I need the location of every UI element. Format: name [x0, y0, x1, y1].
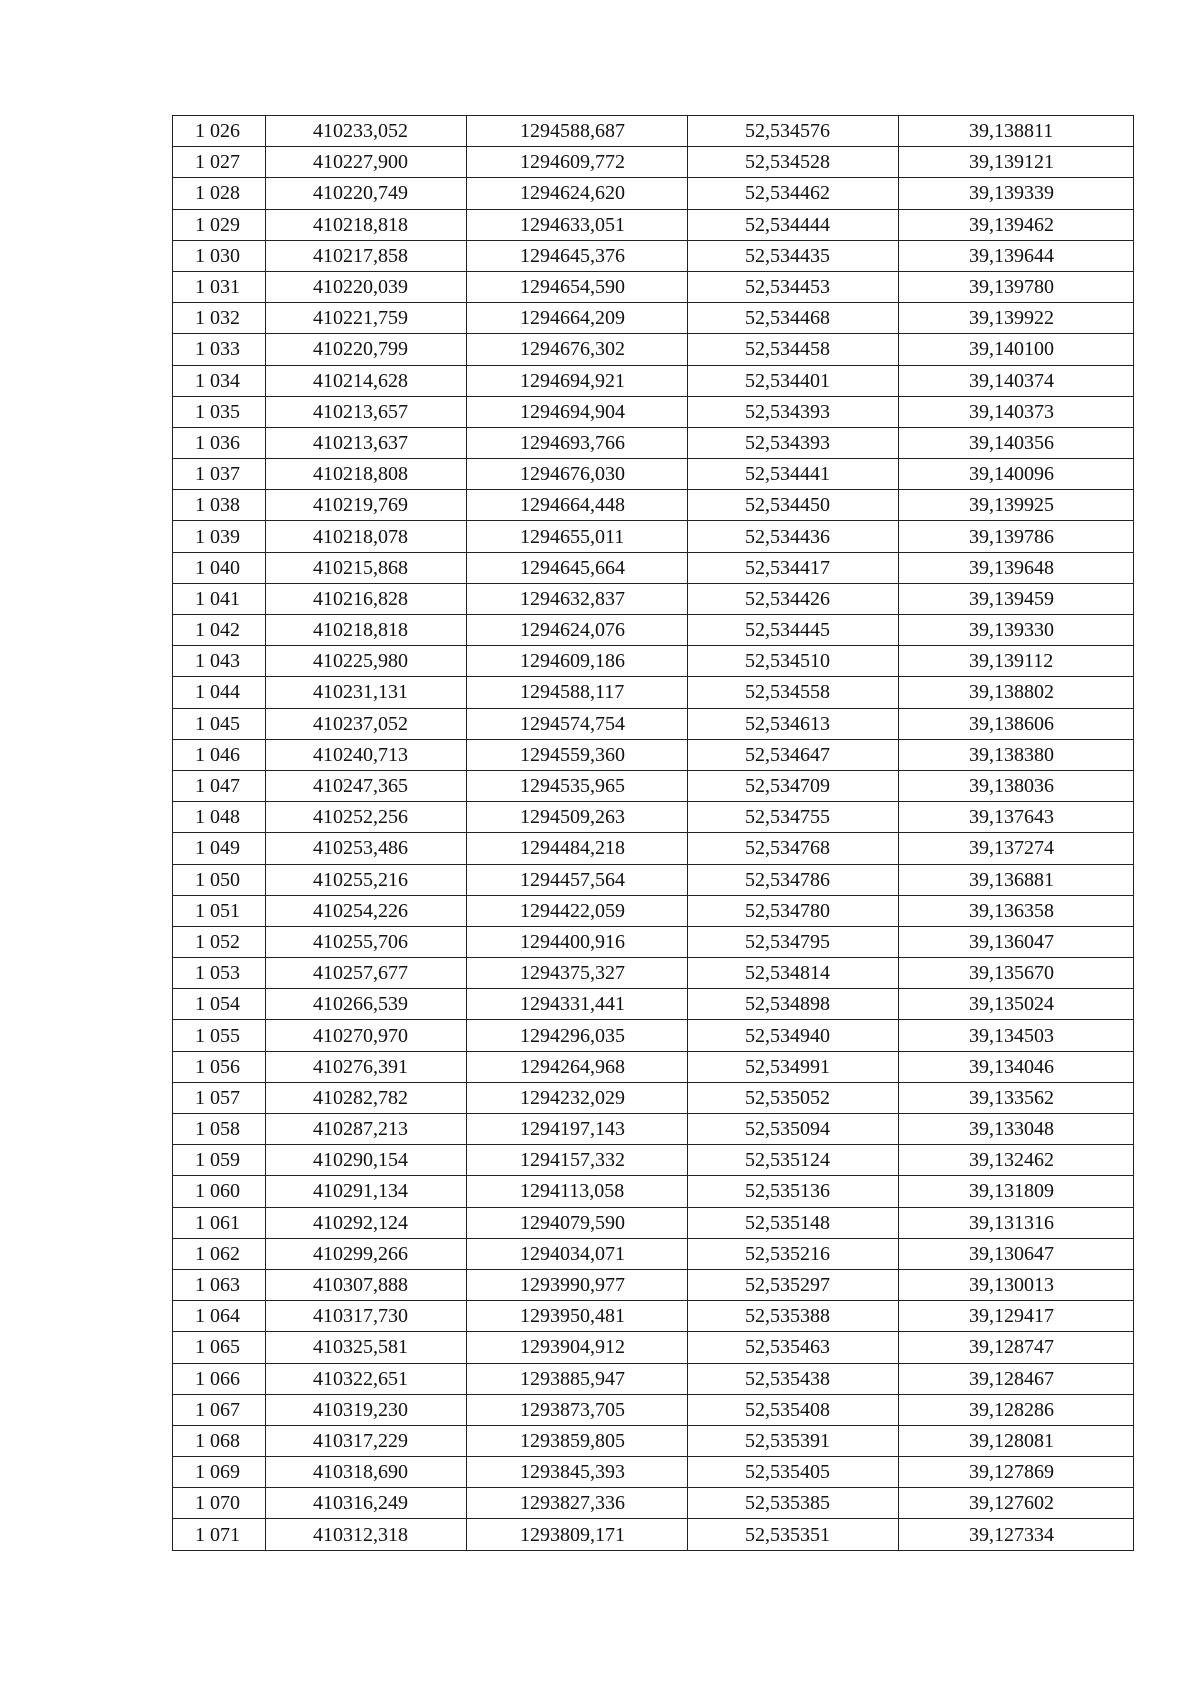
y-coordinate-cell: 1294559,360 — [467, 739, 688, 770]
point-number-cell: 1 045 — [173, 708, 266, 739]
y-coordinate-cell: 1294535,965 — [467, 770, 688, 801]
table-row — [173, 739, 1134, 770]
longitude-cell: 39,135024 — [899, 989, 1134, 1020]
point-number-cell: 1 031 — [173, 271, 266, 302]
longitude-cell: 39,138380 — [899, 739, 1134, 770]
table-row — [173, 895, 1134, 926]
x-coordinate-cell: 410227,900 — [266, 147, 467, 178]
x-coordinate-cell: 410287,213 — [266, 1114, 467, 1145]
point-number-cell: 1 034 — [173, 365, 266, 396]
y-coordinate-cell: 1294609,772 — [467, 147, 688, 178]
table-row — [173, 770, 1134, 801]
point-number-cell: 1 037 — [173, 459, 266, 490]
y-coordinate-cell: 1294422,059 — [467, 895, 688, 926]
latitude-cell: 52,534613 — [688, 708, 899, 739]
longitude-cell: 39,130013 — [899, 1269, 1134, 1300]
table-row — [173, 802, 1134, 833]
longitude-cell: 39,138811 — [899, 116, 1134, 147]
point-number-cell: 1 039 — [173, 521, 266, 552]
table-row — [173, 209, 1134, 240]
table-row — [173, 459, 1134, 490]
point-number-cell: 1 052 — [173, 926, 266, 957]
table-row — [173, 1394, 1134, 1425]
x-coordinate-cell: 410255,216 — [266, 864, 467, 895]
table-row — [173, 1238, 1134, 1269]
point-number-cell: 1 048 — [173, 802, 266, 833]
x-coordinate-cell: 410214,628 — [266, 365, 467, 396]
x-coordinate-cell: 410213,637 — [266, 427, 467, 458]
x-coordinate-cell: 410218,078 — [266, 521, 467, 552]
longitude-cell: 39,140356 — [899, 427, 1134, 458]
latitude-cell: 52,534755 — [688, 802, 899, 833]
x-coordinate-cell: 410307,888 — [266, 1269, 467, 1300]
x-coordinate-cell: 410316,249 — [266, 1488, 467, 1519]
x-coordinate-cell: 410317,229 — [266, 1425, 467, 1456]
longitude-cell: 39,139330 — [899, 615, 1134, 646]
latitude-cell: 52,534528 — [688, 147, 899, 178]
longitude-cell: 39,139922 — [899, 303, 1134, 334]
x-coordinate-cell: 410317,730 — [266, 1301, 467, 1332]
latitude-cell: 52,535385 — [688, 1488, 899, 1519]
point-number-cell: 1 050 — [173, 864, 266, 895]
latitude-cell: 52,534814 — [688, 958, 899, 989]
point-number-cell: 1 053 — [173, 958, 266, 989]
latitude-cell: 52,534462 — [688, 178, 899, 209]
table-row — [173, 490, 1134, 521]
table-row — [173, 989, 1134, 1020]
x-coordinate-cell: 410215,868 — [266, 552, 467, 583]
latitude-cell: 52,534393 — [688, 396, 899, 427]
point-number-cell: 1 043 — [173, 646, 266, 677]
point-number-cell: 1 067 — [173, 1394, 266, 1425]
point-number-cell: 1 027 — [173, 147, 266, 178]
point-number-cell: 1 057 — [173, 1082, 266, 1113]
longitude-cell: 39,137643 — [899, 802, 1134, 833]
longitude-cell: 39,140374 — [899, 365, 1134, 396]
x-coordinate-cell: 410253,486 — [266, 833, 467, 864]
table-row — [173, 521, 1134, 552]
latitude-cell: 52,534468 — [688, 303, 899, 334]
longitude-cell: 39,133562 — [899, 1082, 1134, 1113]
y-coordinate-cell: 1294632,837 — [467, 583, 688, 614]
x-coordinate-cell: 410318,690 — [266, 1457, 467, 1488]
longitude-cell: 39,134503 — [899, 1020, 1134, 1051]
point-number-cell: 1 054 — [173, 989, 266, 1020]
y-coordinate-cell: 1294509,263 — [467, 802, 688, 833]
longitude-cell: 39,140373 — [899, 396, 1134, 427]
point-number-cell: 1 044 — [173, 677, 266, 708]
longitude-cell: 39,133048 — [899, 1114, 1134, 1145]
longitude-cell: 39,129417 — [899, 1301, 1134, 1332]
latitude-cell: 52,534393 — [688, 427, 899, 458]
latitude-cell: 52,534576 — [688, 116, 899, 147]
longitude-cell: 39,139644 — [899, 240, 1134, 271]
y-coordinate-cell: 1294400,916 — [467, 926, 688, 957]
x-coordinate-cell: 410276,391 — [266, 1051, 467, 1082]
point-number-cell: 1 068 — [173, 1425, 266, 1456]
latitude-cell: 52,535388 — [688, 1301, 899, 1332]
point-number-cell: 1 055 — [173, 1020, 266, 1051]
table-row — [173, 1020, 1134, 1051]
point-number-cell: 1 032 — [173, 303, 266, 334]
latitude-cell: 52,534426 — [688, 583, 899, 614]
table-row — [173, 708, 1134, 739]
latitude-cell: 52,534709 — [688, 770, 899, 801]
y-coordinate-cell: 1294331,441 — [467, 989, 688, 1020]
longitude-cell: 39,139121 — [899, 147, 1134, 178]
table-row — [173, 615, 1134, 646]
longitude-cell: 39,137274 — [899, 833, 1134, 864]
x-coordinate-cell: 410218,808 — [266, 459, 467, 490]
y-coordinate-cell: 1294633,051 — [467, 209, 688, 240]
x-coordinate-cell: 410257,677 — [266, 958, 467, 989]
longitude-cell: 39,139112 — [899, 646, 1134, 677]
x-coordinate-cell: 410266,539 — [266, 989, 467, 1020]
latitude-cell: 52,534453 — [688, 271, 899, 302]
y-coordinate-cell: 1294197,143 — [467, 1114, 688, 1145]
table-row — [173, 1363, 1134, 1394]
latitude-cell: 52,535094 — [688, 1114, 899, 1145]
longitude-cell: 39,127334 — [899, 1519, 1134, 1550]
x-coordinate-cell: 410221,759 — [266, 303, 467, 334]
y-coordinate-cell: 1293859,805 — [467, 1425, 688, 1456]
y-coordinate-cell: 1293873,705 — [467, 1394, 688, 1425]
latitude-cell: 52,534458 — [688, 334, 899, 365]
y-coordinate-cell: 1294157,332 — [467, 1145, 688, 1176]
latitude-cell: 52,534435 — [688, 240, 899, 271]
latitude-cell: 52,534445 — [688, 615, 899, 646]
table-row — [173, 116, 1134, 147]
longitude-cell: 39,139462 — [899, 209, 1134, 240]
y-coordinate-cell: 1293809,171 — [467, 1519, 688, 1550]
latitude-cell: 52,535463 — [688, 1332, 899, 1363]
longitude-cell: 39,136881 — [899, 864, 1134, 895]
x-coordinate-cell: 410231,131 — [266, 677, 467, 708]
longitude-cell: 39,130647 — [899, 1238, 1134, 1269]
x-coordinate-cell: 410218,818 — [266, 209, 467, 240]
point-number-cell: 1 056 — [173, 1051, 266, 1082]
table-row — [173, 552, 1134, 583]
point-number-cell: 1 035 — [173, 396, 266, 427]
latitude-cell: 52,535391 — [688, 1425, 899, 1456]
table-row — [173, 1082, 1134, 1113]
latitude-cell: 52,535408 — [688, 1394, 899, 1425]
latitude-cell: 52,534417 — [688, 552, 899, 583]
longitude-cell: 39,139925 — [899, 490, 1134, 521]
y-coordinate-cell: 1294296,035 — [467, 1020, 688, 1051]
longitude-cell: 39,140096 — [899, 459, 1134, 490]
table-row — [173, 1519, 1134, 1550]
x-coordinate-cell: 410220,749 — [266, 178, 467, 209]
longitude-cell: 39,138036 — [899, 770, 1134, 801]
x-coordinate-cell: 410322,651 — [266, 1363, 467, 1394]
x-coordinate-cell: 410299,266 — [266, 1238, 467, 1269]
table-row — [173, 1145, 1134, 1176]
y-coordinate-cell: 1293904,912 — [467, 1332, 688, 1363]
table-row — [173, 958, 1134, 989]
y-coordinate-cell: 1294588,117 — [467, 677, 688, 708]
point-number-cell: 1 049 — [173, 833, 266, 864]
y-coordinate-cell: 1294693,766 — [467, 427, 688, 458]
table-row — [173, 1457, 1134, 1488]
x-coordinate-cell: 410220,799 — [266, 334, 467, 365]
latitude-cell: 52,535124 — [688, 1145, 899, 1176]
longitude-cell: 39,128747 — [899, 1332, 1134, 1363]
y-coordinate-cell: 1294588,687 — [467, 116, 688, 147]
longitude-cell: 39,132462 — [899, 1145, 1134, 1176]
latitude-cell: 52,535216 — [688, 1238, 899, 1269]
point-number-cell: 1 038 — [173, 490, 266, 521]
y-coordinate-cell: 1294645,376 — [467, 240, 688, 271]
point-number-cell: 1 030 — [173, 240, 266, 271]
table-row — [173, 178, 1134, 209]
y-coordinate-cell: 1294484,218 — [467, 833, 688, 864]
table-row — [173, 1332, 1134, 1363]
coordinates-sheet — [172, 115, 1134, 1551]
point-number-cell: 1 026 — [173, 116, 266, 147]
point-number-cell: 1 066 — [173, 1363, 266, 1394]
x-coordinate-cell: 410218,818 — [266, 615, 467, 646]
point-number-cell: 1 036 — [173, 427, 266, 458]
x-coordinate-cell: 410319,230 — [266, 1394, 467, 1425]
longitude-cell: 39,128467 — [899, 1363, 1134, 1394]
latitude-cell: 52,534450 — [688, 490, 899, 521]
latitude-cell: 52,534647 — [688, 739, 899, 770]
x-coordinate-cell: 410216,828 — [266, 583, 467, 614]
latitude-cell: 52,534401 — [688, 365, 899, 396]
table-row — [173, 1269, 1134, 1300]
table-row — [173, 1114, 1134, 1145]
point-number-cell: 1 062 — [173, 1238, 266, 1269]
longitude-cell: 39,136358 — [899, 895, 1134, 926]
y-coordinate-cell: 1294624,076 — [467, 615, 688, 646]
x-coordinate-cell: 410312,318 — [266, 1519, 467, 1550]
longitude-cell: 39,139459 — [899, 583, 1134, 614]
point-number-cell: 1 047 — [173, 770, 266, 801]
latitude-cell: 52,534444 — [688, 209, 899, 240]
y-coordinate-cell: 1294375,327 — [467, 958, 688, 989]
x-coordinate-cell: 410292,124 — [266, 1207, 467, 1238]
y-coordinate-cell: 1294654,590 — [467, 271, 688, 302]
y-coordinate-cell: 1294676,302 — [467, 334, 688, 365]
y-coordinate-cell: 1293885,947 — [467, 1363, 688, 1394]
latitude-cell: 52,534786 — [688, 864, 899, 895]
x-coordinate-cell: 410325,581 — [266, 1332, 467, 1363]
table-row — [173, 646, 1134, 677]
table-row — [173, 303, 1134, 334]
longitude-cell: 39,131316 — [899, 1207, 1134, 1238]
latitude-cell: 52,535136 — [688, 1176, 899, 1207]
x-coordinate-cell: 410247,365 — [266, 770, 467, 801]
point-number-cell: 1 029 — [173, 209, 266, 240]
point-number-cell: 1 046 — [173, 739, 266, 770]
y-coordinate-cell: 1294232,029 — [467, 1082, 688, 1113]
longitude-cell: 39,139780 — [899, 271, 1134, 302]
longitude-cell: 39,128286 — [899, 1394, 1134, 1425]
latitude-cell: 52,534436 — [688, 521, 899, 552]
table-row — [173, 147, 1134, 178]
x-coordinate-cell: 410233,052 — [266, 116, 467, 147]
table-row — [173, 1176, 1134, 1207]
latitude-cell: 52,534441 — [688, 459, 899, 490]
y-coordinate-cell: 1294079,590 — [467, 1207, 688, 1238]
x-coordinate-cell: 410237,052 — [266, 708, 467, 739]
x-coordinate-cell: 410252,256 — [266, 802, 467, 833]
longitude-cell: 39,140100 — [899, 334, 1134, 365]
table-row — [173, 271, 1134, 302]
x-coordinate-cell: 410225,980 — [266, 646, 467, 677]
x-coordinate-cell: 410217,858 — [266, 240, 467, 271]
latitude-cell: 52,534768 — [688, 833, 899, 864]
latitude-cell: 52,535148 — [688, 1207, 899, 1238]
table-row — [173, 677, 1134, 708]
y-coordinate-cell: 1293990,977 — [467, 1269, 688, 1300]
longitude-cell: 39,127602 — [899, 1488, 1134, 1519]
y-coordinate-cell: 1294655,011 — [467, 521, 688, 552]
latitude-cell: 52,534510 — [688, 646, 899, 677]
x-coordinate-cell: 410282,782 — [266, 1082, 467, 1113]
latitude-cell: 52,534795 — [688, 926, 899, 957]
table-row — [173, 1425, 1134, 1456]
point-number-cell: 1 069 — [173, 1457, 266, 1488]
y-coordinate-cell: 1294609,186 — [467, 646, 688, 677]
x-coordinate-cell: 410255,706 — [266, 926, 467, 957]
y-coordinate-cell: 1293827,336 — [467, 1488, 688, 1519]
table-row — [173, 365, 1134, 396]
longitude-cell: 39,138606 — [899, 708, 1134, 739]
table-row — [173, 926, 1134, 957]
longitude-cell: 39,135670 — [899, 958, 1134, 989]
y-coordinate-cell: 1294624,620 — [467, 178, 688, 209]
table-row — [173, 334, 1134, 365]
table-row — [173, 427, 1134, 458]
latitude-cell: 52,534558 — [688, 677, 899, 708]
y-coordinate-cell: 1294113,058 — [467, 1176, 688, 1207]
table-row — [173, 1207, 1134, 1238]
y-coordinate-cell: 1294694,921 — [467, 365, 688, 396]
x-coordinate-cell: 410220,039 — [266, 271, 467, 302]
point-number-cell: 1 071 — [173, 1519, 266, 1550]
x-coordinate-cell: 410219,769 — [266, 490, 467, 521]
y-coordinate-cell: 1294574,754 — [467, 708, 688, 739]
y-coordinate-cell: 1294664,209 — [467, 303, 688, 334]
latitude-cell: 52,535438 — [688, 1363, 899, 1394]
table-row — [173, 833, 1134, 864]
y-coordinate-cell: 1294645,664 — [467, 552, 688, 583]
coordinates-table-body — [173, 116, 1134, 1551]
table-row — [173, 864, 1134, 895]
point-number-cell: 1 064 — [173, 1301, 266, 1332]
latitude-cell: 52,535351 — [688, 1519, 899, 1550]
latitude-cell: 52,534898 — [688, 989, 899, 1020]
table-row — [173, 396, 1134, 427]
point-number-cell: 1 059 — [173, 1145, 266, 1176]
x-coordinate-cell: 410290,154 — [266, 1145, 467, 1176]
x-coordinate-cell: 410254,226 — [266, 895, 467, 926]
longitude-cell: 39,139648 — [899, 552, 1134, 583]
longitude-cell: 39,136047 — [899, 926, 1134, 957]
longitude-cell: 39,127869 — [899, 1457, 1134, 1488]
y-coordinate-cell: 1294694,904 — [467, 396, 688, 427]
longitude-cell: 39,131809 — [899, 1176, 1134, 1207]
latitude-cell: 52,534780 — [688, 895, 899, 926]
latitude-cell: 52,534940 — [688, 1020, 899, 1051]
latitude-cell: 52,535405 — [688, 1457, 899, 1488]
longitude-cell: 39,139786 — [899, 521, 1134, 552]
x-coordinate-cell: 410213,657 — [266, 396, 467, 427]
point-number-cell: 1 028 — [173, 178, 266, 209]
point-number-cell: 1 061 — [173, 1207, 266, 1238]
longitude-cell: 39,134046 — [899, 1051, 1134, 1082]
table-row — [173, 583, 1134, 614]
y-coordinate-cell: 1293950,481 — [467, 1301, 688, 1332]
point-number-cell: 1 033 — [173, 334, 266, 365]
longitude-cell: 39,138802 — [899, 677, 1134, 708]
longitude-cell: 39,128081 — [899, 1425, 1134, 1456]
point-number-cell: 1 063 — [173, 1269, 266, 1300]
point-number-cell: 1 051 — [173, 895, 266, 926]
y-coordinate-cell: 1294676,030 — [467, 459, 688, 490]
point-number-cell: 1 041 — [173, 583, 266, 614]
y-coordinate-cell: 1294664,448 — [467, 490, 688, 521]
x-coordinate-cell: 410291,134 — [266, 1176, 467, 1207]
point-number-cell: 1 070 — [173, 1488, 266, 1519]
point-number-cell: 1 058 — [173, 1114, 266, 1145]
latitude-cell: 52,535297 — [688, 1269, 899, 1300]
point-number-cell: 1 060 — [173, 1176, 266, 1207]
y-coordinate-cell: 1294264,968 — [467, 1051, 688, 1082]
latitude-cell: 52,534991 — [688, 1051, 899, 1082]
table-row — [173, 1488, 1134, 1519]
y-coordinate-cell: 1294034,071 — [467, 1238, 688, 1269]
x-coordinate-cell: 410270,970 — [266, 1020, 467, 1051]
point-number-cell: 1 042 — [173, 615, 266, 646]
x-coordinate-cell: 410240,713 — [266, 739, 467, 770]
latitude-cell: 52,535052 — [688, 1082, 899, 1113]
table-row — [173, 1301, 1134, 1332]
longitude-cell: 39,139339 — [899, 178, 1134, 209]
table-row — [173, 1051, 1134, 1082]
y-coordinate-cell: 1293845,393 — [467, 1457, 688, 1488]
y-coordinate-cell: 1294457,564 — [467, 864, 688, 895]
point-number-cell: 1 040 — [173, 552, 266, 583]
coordinates-table — [172, 115, 1134, 1551]
point-number-cell: 1 065 — [173, 1332, 266, 1363]
table-row — [173, 240, 1134, 271]
